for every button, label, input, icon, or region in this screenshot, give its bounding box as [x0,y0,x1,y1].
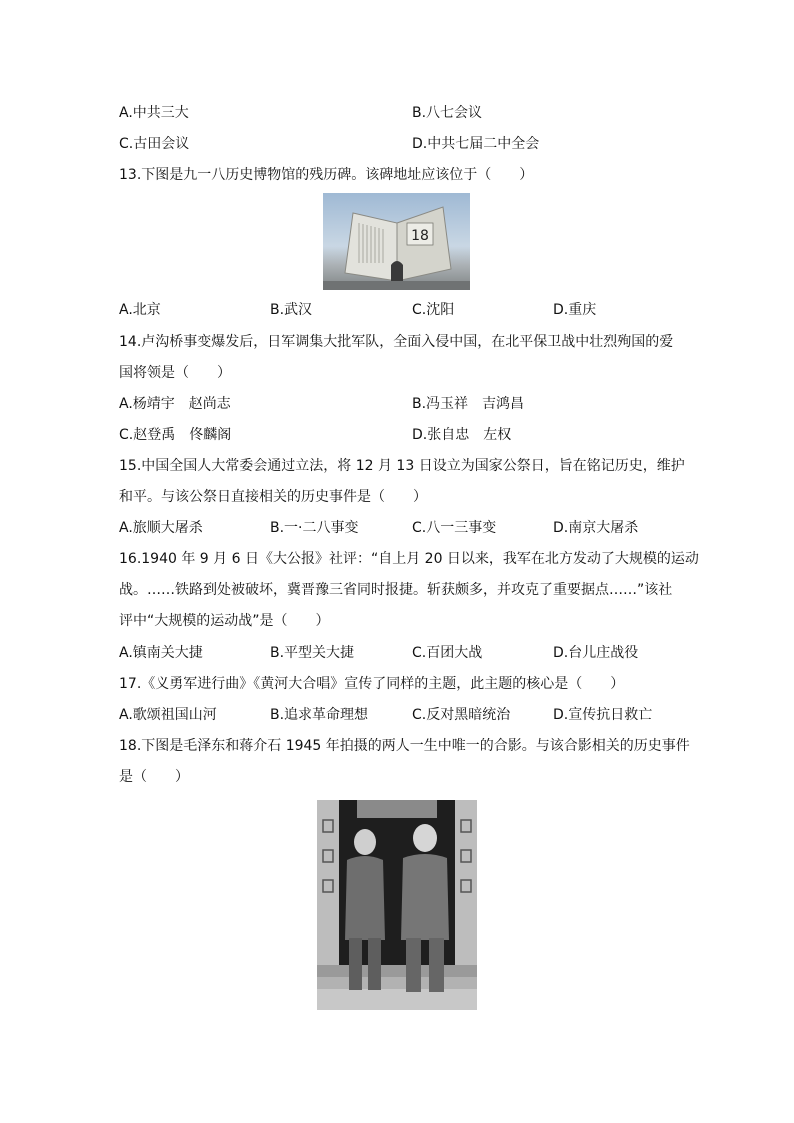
q13-option-b: B.武汉 [270,302,313,318]
q13-option-a: A.北京 [119,302,161,318]
q14-stem-line2: 国将领是（ ） [119,365,231,381]
q12-option-a: A.中共三大 [119,105,189,121]
q15-option-a: A.旅顺大屠杀 [119,520,203,536]
q16-option-d: D.台儿庄战役 [553,645,639,661]
q16-stem-line3: 评中“大规模的运动战”是（ ） [119,613,330,629]
q17-stem: 17.《义勇军进行曲》《黄河大合唱》宣传了同样的主题，此主题的核心是（ ） [119,676,625,692]
q16-stem-line1: 16.1940 年 9 月 6 日《大公报》社评：“自上月 20 日以来，我军在北方发动了大规模的运动 [119,551,699,567]
q17-option-b: B.追求革命理想 [270,707,369,723]
q15-stem-line1: 15.中国全国人大常委会通过立法，将 12 月 13 日设立为国家公祭日，旨在铭记历史，维护 [119,458,685,474]
q17-option-d: D.宣传抗日救亡 [553,707,653,723]
q14-option-d: D.张自忠 左权 [412,427,512,443]
q14-stem-line1: 14.卢沟桥事变爆发后，日军调集大批军队，全面入侵中国，在北平保卫战中壮烈殉国的爱 [119,334,674,350]
q15-stem-line2: 和平。与该公祭日直接相关的历史事件是（ ） [119,489,427,505]
q17-option-a: A.歌颂祖国山河 [119,707,217,723]
q18-stem-line1: 18.下图是毛泽东和蒋介石 1945 年拍摄的两人一生中唯一的合影。与该合影相关的历史事件 [119,738,690,754]
q14-option-a: A.杨靖宇 赵尚志 [119,396,231,412]
q15-option-c: C.八一三事变 [412,520,497,536]
q16-stem-line2: 战。……铁路到处被破坏，冀晋豫三省同时报捷。斩获颇多，并攻克了重要据点……”该社 [119,582,673,598]
q13-stem: 13.下图是九一八历史博物馆的残历碑。该碑地址应该位于（ ） [119,167,534,183]
monument-date-text: 18 [411,228,429,244]
q14-option-c: C.赵登禹 佟麟阁 [119,427,232,443]
q12-option-c: C.古田会议 [119,136,190,152]
q15-option-b: B.一·二八事变 [270,520,359,536]
q16-option-a: A.镇南关大捷 [119,645,203,661]
q15-option-d: D.南京大屠杀 [553,520,639,536]
q14-option-b: B.冯玉祥 吉鸿昌 [412,396,525,412]
q13-option-c: C.沈阳 [412,302,455,318]
q18-stem-line2: 是（ ） [119,769,189,785]
monument-photo [323,193,470,290]
q16-option-b: B.平型关大捷 [270,645,355,661]
q13-option-d: D.重庆 [553,302,597,318]
q17-option-c: C.反对黑暗统治 [412,707,511,723]
q12-option-d: D.中共七届二中全会 [412,136,540,152]
q12-option-b: B.八七会议 [412,105,483,121]
historical-photo [317,800,477,1010]
q16-option-c: C.百团大战 [412,645,483,661]
